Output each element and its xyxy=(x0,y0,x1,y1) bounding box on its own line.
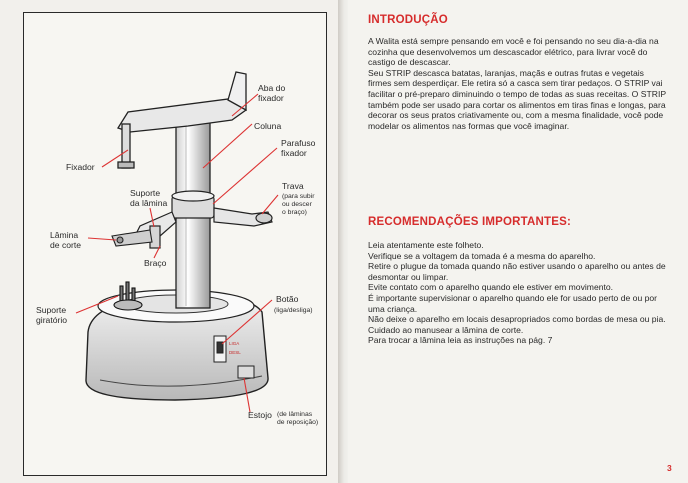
recommendation-item: Leia atentamente este folheto. xyxy=(368,240,484,250)
intro-paragraph: A Walita está sempre pensando em você e foi pensando no seu dia-a-dia na cozinha que desenvolvemos um descascador elétrico, para livrar você do castigo de descascar. xyxy=(368,36,659,68)
blade xyxy=(112,230,152,246)
switch-on-text: LIGA xyxy=(229,341,240,346)
label-aba-do-fixador: Aba do fixador xyxy=(258,83,286,103)
intro-heading: INTRODUÇÃO xyxy=(368,14,448,26)
label-parafuso-fixador: Parafuso fixador xyxy=(281,138,316,158)
recommendation-item: Retire o plugue da tomada quando não estiver usando o aparelho ou antes de desmontar ou limpar. xyxy=(368,261,666,282)
intro-text xyxy=(368,36,668,131)
label-fixador: Fixador xyxy=(66,162,95,172)
recommendation-item: Não deixe o aparelho em locais desapropriados como bordas de mesa ou pia. xyxy=(368,314,666,325)
label-braco: Braço xyxy=(144,258,167,268)
recommendations-heading: RECOMENDAÇÕES IMPORTANTES: xyxy=(368,216,572,228)
sleeve xyxy=(172,191,214,218)
label-botao-note: (liga/desliga) xyxy=(274,307,313,314)
label-suporte-da-lamina: Suporte da lâmina xyxy=(130,188,168,208)
label-trava: Trava xyxy=(282,181,304,191)
lock-lever xyxy=(214,208,272,226)
recommendation-item: É importante supervisionar o aparelho quando ele for usado perto de ou por uma criança. xyxy=(368,292,658,314)
switch xyxy=(214,336,226,362)
label-estojo-note: (de lâminas de reposição) xyxy=(277,411,319,426)
label-coluna: Coluna xyxy=(254,121,282,131)
blade-case xyxy=(238,366,254,378)
recommendation-item: Cuidado ao manusear a lâmina de corte. xyxy=(368,324,524,335)
page-fold xyxy=(338,0,348,483)
recommendation-item: Verifique se a voltagem da tomada é a mesma do aparelho. xyxy=(368,250,596,261)
intro-paragraph: Seu STRIP descasca batatas, laranjas, maçãs e outras frutas e vegetais firmes sem desperdiçar. Ele retira só a casca sem tirar pedaços. O STRIP vai facilitar o pré-preparo diminuindo o tempo de todas as suas receitas. O STRIP também pode ser usado para cortar os alimentos em tiras finas e longas, para decorar os seus pratos criativamente ou, com a mesma finalidade, você pode modelar os alimentos nas formas que você imaginar. xyxy=(368,67,666,131)
switch-off-text: DESL xyxy=(229,350,241,355)
label-estojo: Estojo xyxy=(248,410,272,420)
page-number: 3 xyxy=(667,463,672,473)
recommendation-item: Evite contato com o aparelho quando ele estiver em movimento. xyxy=(368,282,614,293)
label-botao: Botão xyxy=(276,294,299,304)
label-lamina-de-corte: Lâmina de corte xyxy=(50,230,82,250)
label-trava-note: (para subir ou descer o braço) xyxy=(282,193,315,216)
recommendations-list xyxy=(368,240,668,346)
recommendation-item: Para trocar a lâmina leia as instruções na pág. 7 xyxy=(368,335,553,346)
label-suporte-giratorio: Suporte giratório xyxy=(36,305,68,325)
